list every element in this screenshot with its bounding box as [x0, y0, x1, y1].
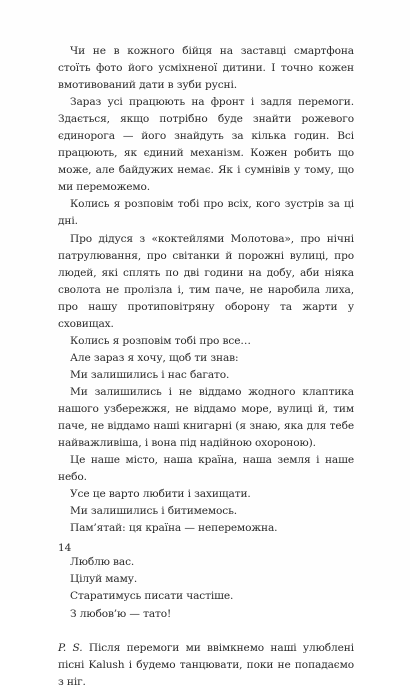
paragraph: Колись я розповім тобі про всіх, кого зустрів за ці дні. — [58, 198, 354, 228]
signature-line: З любов’ю — тато! — [70, 607, 172, 620]
paragraph: Пам’ятай: ця країна — непереможна. — [70, 522, 278, 535]
closing-line: Люблю вас. — [70, 556, 135, 569]
page-number: 14 — [58, 542, 72, 554]
paragraph: Про дідуся з «коктейлями Молотова», про нічні патрулювання, про світанки й порожні вулиці, про людей, які сплять по дві години на добу, аби ніяка сволота не пролізла і, тим паче, не наробила лиха, про нашу протиповітряну оборону та жарти у сховищах. — [58, 232, 354, 330]
paragraph: Чи не в кожного бійця на заставці смартфона стоїть фото його усміхненої дитини. І точно кожен вмотивований дати в зуби русні. — [58, 45, 354, 92]
page-text — [58, 43, 354, 691]
blank-line — [58, 623, 354, 640]
postscript-text: Після перемоги ми ввімкнемо наші улюблені пісні Kalush і будемо танцювати, поки не попадаємо з ніг. — [58, 641, 354, 688]
paragraph: Ми залишились і битимемось. — [70, 505, 237, 518]
paragraph: Усе це варто любити і захищати. — [70, 488, 251, 501]
paragraph: Це наше місто, наша країна, наша земля і наше небо. — [58, 454, 354, 484]
postscript — [58, 640, 354, 691]
paragraph: Колись я розповім тобі про все… — [70, 334, 251, 347]
paragraph: Ми залишились і не віддамо жодного клаптика нашого узбережжя, не віддамо море, вулиці й, тим паче, не віддамо наші книгарні (я знаю, яка для тебе найважливіша, і вона під надійною охороною). — [58, 385, 354, 450]
closing-line: Цілуй маму. — [70, 573, 138, 586]
blank-line — [58, 537, 354, 554]
closing-line: Старатимусь писати частіше. — [70, 590, 234, 603]
paragraph: Зараз усі працюють на фронт і задля перемоги. Здається, якщо потрібно буде знайти рожевого єдинорога — його знайдуть за кілька годин. Всі працюють, як єдиний механізм. Кожен робить що може, але байдужих немає. Як і сумнівів у тому, що ми переможемо. — [58, 96, 354, 194]
postscript-label: P. S. — [58, 641, 83, 654]
paragraph: Ми залишились і нас багато. — [70, 368, 230, 381]
paragraph: Але зараз я хочу, щоб ти знав: — [70, 351, 239, 364]
